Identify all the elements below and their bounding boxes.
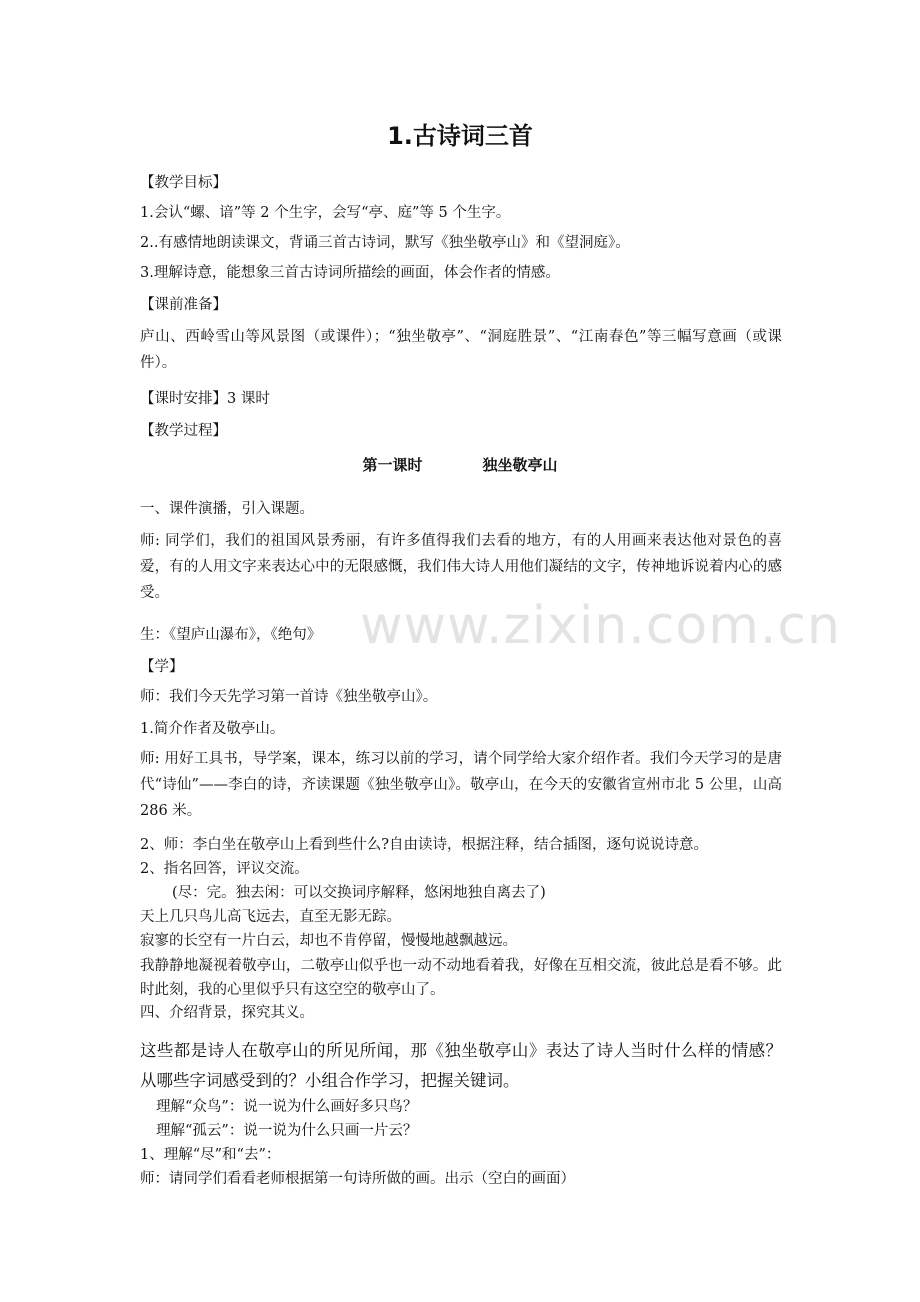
item-1-intro: 1.简介作者及敬亭山。 xyxy=(140,721,285,737)
step-1: 一、课件演播，引入课题。 xyxy=(140,501,314,517)
step-2a: 2、师：李白坐在敬亭山上看到些什么?自由读诗，根据注释，结合插图，逐句说说诗意。 xyxy=(140,837,708,853)
section-learn: 【学】 xyxy=(140,659,184,675)
meaning-2: 寂寥的长空有一片白云，却也不肯停留，慢慢地越飘越远。 xyxy=(140,933,517,949)
student-reply: 生：《望庐山瀑布》，《绝句》 xyxy=(140,627,322,643)
teacher-intro: 师: 同学们，我们的祖国风景秀丽，有许多值得我们去看的地方，有的人用画来表达他对景色的喜爱，有的人用文字来表达心中的无限感慨，我们伟大诗人用他们凝结的文字，传神地诉说着内心的感受。 xyxy=(140,533,782,601)
lesson-heading xyxy=(0,458,920,473)
schedule: 【课时安排】3 课时 xyxy=(140,391,270,407)
understand-words: 1、理解“尽”和“去”： xyxy=(140,1147,281,1163)
lesson-heading-right: 独坐敬亭山 xyxy=(482,456,558,474)
step-4: 四、介绍背景，探究其义。 xyxy=(140,1005,314,1021)
note-explain: (尽：完。独去闲：可以交换词序解释，悠闲地独自离去了) xyxy=(172,885,546,901)
meaning-3: 我静静地凝视着敬亭山，二敬亭山似乎也一动不动地看着我，好像在互相交流，彼此总是看不够。此时此刻，我的心里似乎只有这空空的敬亭山了。 xyxy=(140,958,782,998)
section-prep: 【课前准备】 xyxy=(140,297,227,313)
watermark: www.zixin.com.cn xyxy=(360,596,841,656)
question-text: 这些都是诗人在敬亭山的所见所闻，那《独坐敬亭山》表达了诗人当时什么样的情感？从哪些字词感受到的？小组合作学习，把握关键词。 xyxy=(140,1041,782,1090)
step-2b: 2、指名回答，评议交流。 xyxy=(140,861,309,877)
meaning-1: 天上几只鸟儿高飞远去，直至无影无踪。 xyxy=(140,909,401,925)
page-title: 1.古诗词三首 xyxy=(387,122,533,150)
teacher-show: 师：请同学们看看老师根据第一句诗所做的画。出示（空白的画面） xyxy=(140,1171,575,1187)
understand-birds: 理解“众鸟”：说一说为什么画好多只鸟？ xyxy=(156,1099,418,1115)
section-process: 【教学过程】 xyxy=(140,423,227,439)
objective-2: 2..有感情地朗读课文，背诵三首古诗词，默写《独坐敬亭山》和《望洞庭》。 xyxy=(140,235,630,251)
prep-text: 庐山、西岭雪山等风景图（或课件）；“独坐敬亭”、“洞庭胜景”、“江南春色”等三幅写意画（或课件）。 xyxy=(140,329,782,371)
teacher-author: 师: 用好工具书，导学案，课本，练习以前的学习，请个同学给大家介绍作者。我们今天学习的是唐代“诗仙”——李白的诗，齐读课题《独坐敬亭山》。敬亭山，在今天的安徽省宣州市北 5 公里，山高 286 米。 xyxy=(140,751,782,819)
lesson-heading-left: 第一课时 xyxy=(362,456,423,474)
objective-1: 1.会认“螺、谙”等 2 个生字，会写“亭、庭”等 5 个生字。 xyxy=(140,205,511,221)
understand-cloud: 理解“孤云”：说一说为什么只画一片云？ xyxy=(156,1123,418,1139)
objective-3: 3.理解诗意，能想象三首古诗词所描绘的画面，体会作者的情感。 xyxy=(140,265,560,281)
teacher-first-poem: 师：我们今天先学习第一首诗《独坐敬亭山》。 xyxy=(140,689,438,705)
section-objectives: 【教学目标】 xyxy=(140,175,227,191)
